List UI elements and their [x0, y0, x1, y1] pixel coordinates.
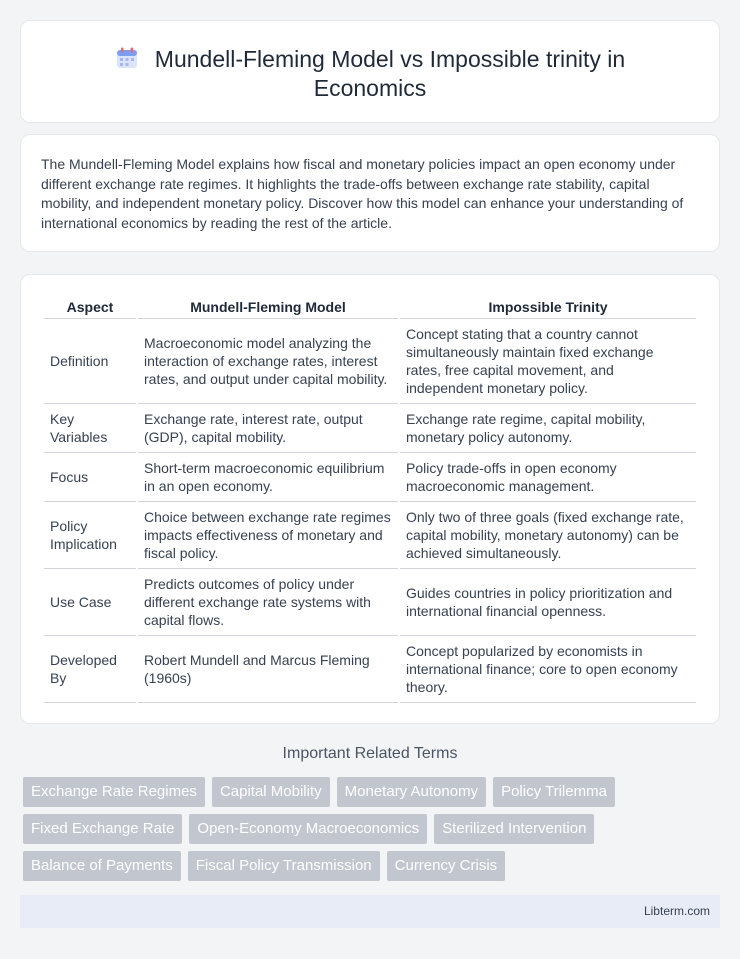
row-aspect: Focus	[44, 453, 136, 502]
page-title-text: Mundell-Fleming Model vs Impossible trinity in Economics	[154, 46, 626, 101]
table-row	[44, 404, 696, 453]
row-impossible-trinity: Concept popularized by economists in international finance; core to open economy theory.	[400, 636, 696, 703]
comparison-table-card	[20, 274, 720, 724]
row-mundell-fleming: Choice between exchange rate regimes impacts effectiveness of monetary and fiscal policy.	[138, 502, 398, 569]
footer	[20, 895, 720, 928]
row-mundell-fleming: Short-term macroeconomic equilibrium in an open economy.	[138, 453, 398, 502]
row-aspect: Use Case	[44, 569, 136, 636]
row-aspect: Policy Implication	[44, 502, 136, 569]
header-impossible-trinity: Impossible Trinity	[400, 297, 696, 319]
related-terms-title: Important Related Terms	[282, 745, 458, 762]
header-mundell-fleming: Mundell-Fleming Model	[138, 297, 398, 319]
footer-brand[interactable]: Libterm.com	[643, 904, 710, 918]
related-term-tag[interactable]: Exchange Rate Regimes	[23, 777, 205, 807]
related-term-tag[interactable]: Fiscal Policy Transmission	[188, 851, 380, 881]
related-term-tag[interactable]: Open-Economy Macroeconomics	[189, 814, 427, 844]
intro-paragraph: The Mundell-Fleming Model explains how fiscal and monetary policies impact an open economy under different exchange rate regimes. It highlights the trade-offs between exchange rate stability, capital mobility, and independent monetary policy. Discover how this model can enhance your understanding of international economics by reading the rest of the article.	[41, 156, 684, 231]
related-terms-list	[23, 777, 703, 881]
row-impossible-trinity: Only two of three goals (fixed exchange rate, capital mobility, monetary autonomy) can be achieved simultaneously.	[400, 502, 696, 569]
title-card	[20, 20, 720, 123]
related-term-tag[interactable]: Sterilized Intervention	[434, 814, 594, 844]
row-aspect: Definition	[44, 319, 136, 404]
related-term-tag[interactable]: Monetary Autonomy	[337, 777, 486, 807]
row-mundell-fleming: Robert Mundell and Marcus Fleming (1960s)	[138, 636, 398, 703]
related-term-tag[interactable]: Policy Trilemma	[493, 777, 615, 807]
row-impossible-trinity: Concept stating that a country cannot simultaneously maintain fixed exchange rates, free capital movement, and independent monetary policy.	[400, 319, 696, 404]
related-term-tag[interactable]: Fixed Exchange Rate	[23, 814, 182, 844]
comparison-table	[42, 297, 698, 703]
row-impossible-trinity: Policy trade-offs in open economy macroeconomic management.	[400, 453, 696, 502]
header-aspect: Aspect	[44, 297, 136, 319]
page-title	[21, 45, 719, 103]
row-mundell-fleming: Predicts outcomes of policy under different exchange rate systems with capital flows.	[138, 569, 398, 636]
table-row	[44, 453, 696, 502]
row-aspect: Developed By	[44, 636, 136, 703]
row-aspect: Key Variables	[44, 404, 136, 453]
row-impossible-trinity: Exchange rate regime, capital mobility, monetary policy autonomy.	[400, 404, 696, 453]
row-mundell-fleming: Macroeconomic model analyzing the interaction of exchange rates, interest rates, and output under capital mobility.	[138, 319, 398, 404]
table-header-row	[44, 297, 696, 319]
related-term-tag[interactable]: Capital Mobility	[212, 777, 330, 807]
table-row	[44, 319, 696, 404]
table-row	[44, 502, 696, 569]
related-term-tag[interactable]: Balance of Payments	[23, 851, 181, 881]
calendar-icon	[115, 46, 139, 70]
row-impossible-trinity: Guides countries in policy prioritization and international financial openness.	[400, 569, 696, 636]
row-mundell-fleming: Exchange rate, interest rate, output (GDP), capital mobility.	[138, 404, 398, 453]
table-row	[44, 569, 696, 636]
related-term-tag[interactable]: Currency Crisis	[387, 851, 506, 881]
intro-card	[20, 134, 720, 252]
table-row	[44, 636, 696, 703]
